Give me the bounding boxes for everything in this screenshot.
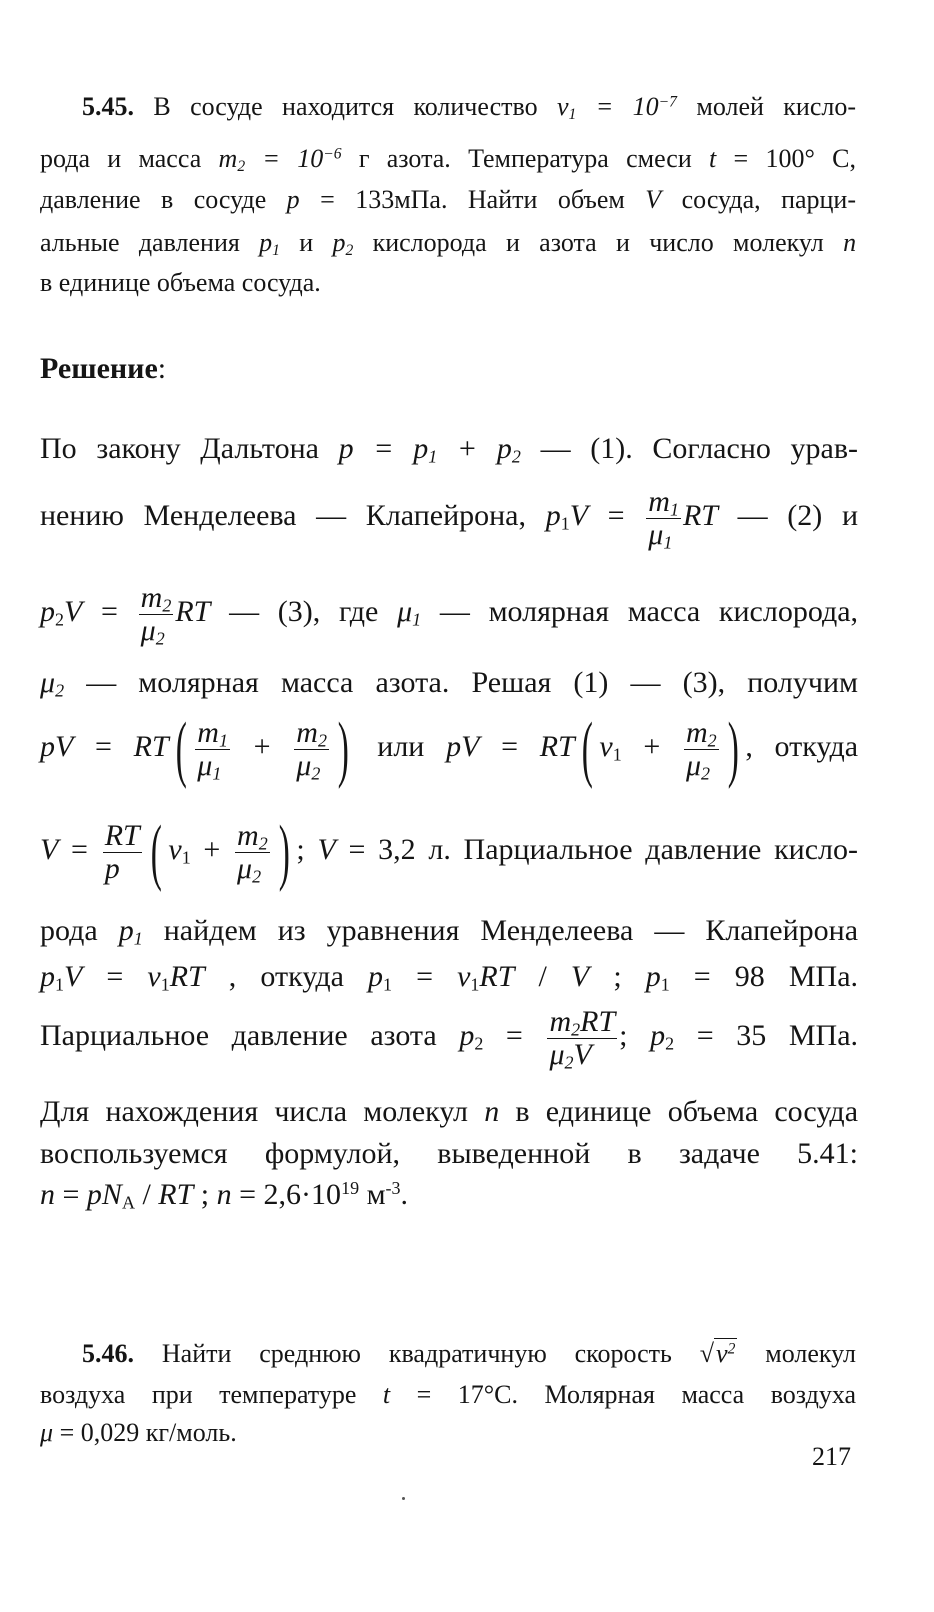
solution-line-4: $\mu_2$ — молярная масса азота. Решая (1) — (3), получим bbox=[40, 666, 859, 701]
problem-545-line-3: давление в сосуде p = 133мПа. Найти объем V сосуда, парци- bbox=[40, 185, 857, 214]
solution-line-12 bbox=[40, 1178, 408, 1212]
solution-line-3: $p_2V$ = $\frac{m_2}{\mu_2}$ RT — (3), где $\mu_1$ — молярная масса кислорода, bbox=[40, 581, 859, 648]
solution-line-5: pV = RT( $\frac{m_1}{\mu_1}$ + $\frac{m_2}{\mu_2}$ ) или pV = RT( $\nu_1$ + $\frac{m_2}{\mu_2}$ ) , откуда bbox=[40, 708, 859, 790]
problem-546-line-3: μ = 0,029 кг/моль. bbox=[40, 1418, 237, 1447]
formula-p1v: $p_1V = \nu_1RT$ , bbox=[40, 960, 237, 995]
solution-line-8: $p_1V = \nu_1RT$ , откуда $p_1 = \nu_1RT / V$ ; $p_1 = 98$ МПа. bbox=[40, 960, 859, 995]
result-n: $n = 2,6\cdot 10^{19}$ $м^{-3}$. bbox=[216, 1178, 409, 1211]
solution-line-1: По закону Дальтона $p = p_1 + p_2$ — (1). Согласно урав- bbox=[40, 432, 859, 467]
formula-pv-1: pV = RT( $\frac{m_1}{\mu_1}$ + $\frac{m_2}{\mu_2}$ ) bbox=[40, 708, 349, 790]
problem-546-line-2: воздуха при температуре t = 17°С. Молярная масса воздуха bbox=[40, 1380, 857, 1409]
problem-545-line-1: 5.45. В сосуде находится количество $\nu_1 = 10^{-7}$ молей кисло- bbox=[82, 92, 857, 123]
formula-t: t = 100° C, bbox=[709, 144, 857, 173]
solution-heading: Решение: bbox=[40, 352, 167, 385]
formula-volume: V = $\frac{RT}{p}$ ( $\nu_1$ + $\frac{m_2}{\mu_2}$ ) ; bbox=[40, 811, 305, 893]
solution-line-11: воспользуемся формулой, выведенной в задаче 5.41: bbox=[40, 1137, 858, 1170]
formula-nu1: $\nu_1 = 10^{-7}$ bbox=[556, 92, 677, 123]
formula-eq2: $p_1V$ = $\frac{m_1}{\mu_1}$ RT bbox=[545, 485, 718, 552]
formula-rms-speed: $√v^2$ bbox=[699, 1339, 736, 1368]
solution-line-10: Для нахождения числа молекул n в единице объема сосуда bbox=[40, 1095, 859, 1128]
solution-line-6: V = $\frac{RT}{p}$ ( $\nu_1$ + $\frac{m_2}{\mu_2}$ ) ; V = 3,2 л. Парциальное давление кисло- bbox=[40, 811, 858, 893]
problem-546-line-1: 5.46. Найти среднюю квадратичную скорость $√v^2$ молекул bbox=[82, 1339, 856, 1368]
solution-line-7: рода $p_1$ найдем из уравнения Менделеева — Клапейрона bbox=[40, 914, 859, 949]
scan-speck bbox=[402, 1497, 405, 1500]
formula-p: p = 133 bbox=[286, 185, 395, 214]
formula-n: $n = pN_A$ / RT ; bbox=[40, 1178, 210, 1213]
problem-545-line-5: в единице объема сосуда. bbox=[40, 268, 321, 297]
result-p2: $p_2 = 35$ МПа. bbox=[650, 1018, 859, 1054]
formula-p1: $p_1 = \nu_1RT / V$ ; bbox=[368, 960, 622, 995]
formula-m2: $m_2 = 10^{-6}$ bbox=[218, 144, 342, 175]
result-p1: $p_1 = 98$ МПа. bbox=[645, 960, 859, 995]
result-volume: V = 3,2 bbox=[317, 832, 416, 866]
formula-dalton: $p = p_1 + p_2$ bbox=[338, 432, 521, 467]
problem-545-line-4: альные давления $p_1$ и $p_2$ кислорода и азота и число молекул n bbox=[40, 228, 857, 259]
formula-eq3: $p_2V$ = $\frac{m_2}{\mu_2}$ RT bbox=[40, 581, 211, 648]
page-number: 217 bbox=[812, 1442, 851, 1471]
formula-p2: $p_2$ = $\frac{m_2RT}{\mu_2V}$ ; bbox=[459, 1005, 628, 1072]
formula-pv-2: pV = RT( $\nu_1$ + $\frac{m_2}{\mu_2}$ ) , bbox=[446, 708, 753, 790]
formula-mu: μ = 0,029 bbox=[40, 1418, 140, 1447]
solution-line-9: Парциальное давление азота $p_2$ = $\frac{m_2RT}{\mu_2V}$ ; $p_2 = 35$ МПа. bbox=[40, 1005, 859, 1072]
problem-number: 5.46. bbox=[82, 1339, 134, 1368]
formula-t-17: t = 17° bbox=[382, 1380, 495, 1409]
problem-number: 5.45. bbox=[82, 92, 134, 121]
solution-line-2: нению Менделеева — Клапейрона, $p_1V$ = $\frac{m_1}{\mu_1}$ RT — (2) и bbox=[40, 485, 859, 552]
problem-545-line-2: рода и масса $m_2 = 10^{-6}$ г азота. Температура смеси t = 100° C, bbox=[40, 144, 857, 175]
